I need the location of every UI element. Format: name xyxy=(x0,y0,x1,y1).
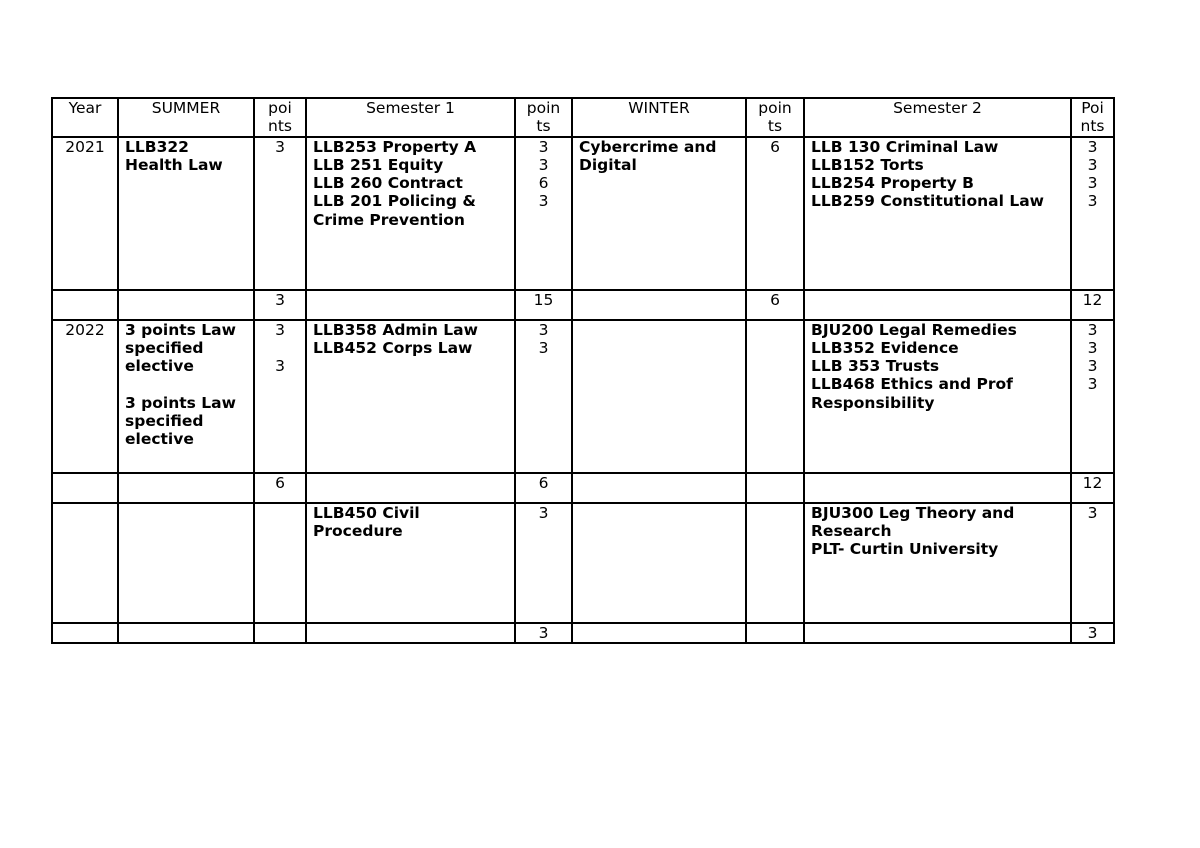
year-cell: 2022 xyxy=(52,320,118,473)
empty-cell xyxy=(254,623,306,643)
summer-total: 3 xyxy=(254,290,306,320)
table-row-2021 xyxy=(52,137,1114,290)
winter-units xyxy=(572,320,746,473)
empty-cell xyxy=(306,473,515,503)
empty-cell xyxy=(804,623,1071,643)
header-points-winter: poin ts xyxy=(746,98,804,137)
table-row-final-year xyxy=(52,503,1114,623)
sem1-units: LLB450 Civil Procedure xyxy=(306,503,515,623)
empty-cell xyxy=(118,290,254,320)
table-row-2022 xyxy=(52,320,1114,473)
header-points-summer: poi nts xyxy=(254,98,306,137)
year-cell: 2021 xyxy=(52,137,118,290)
sem2-units: BJU200 Legal Remedies LLB352 Evidence LLB 353 Trusts LLB468 Ethics and Prof Responsibility xyxy=(804,320,1071,473)
sem2-units: BJU300 Leg Theory and Research PLT- Curtin University xyxy=(804,503,1071,623)
summer-units xyxy=(118,503,254,623)
header-row xyxy=(52,98,1114,137)
empty-cell xyxy=(804,473,1071,503)
winter-points xyxy=(746,320,804,473)
summer-points xyxy=(254,503,306,623)
totals-row-2022 xyxy=(52,473,1114,503)
empty-cell xyxy=(572,623,746,643)
empty-cell xyxy=(118,473,254,503)
header-semester-1: Semester 1 xyxy=(306,98,515,137)
year-cell xyxy=(52,503,118,623)
summer-points: 3 xyxy=(254,137,306,290)
sem2-units: LLB 130 Criminal Law LLB152 Torts LLB254 Property B LLB259 Constitutional Law xyxy=(804,137,1071,290)
winter-units xyxy=(572,503,746,623)
header-points-sem2: Poi nts xyxy=(1071,98,1114,137)
header-summer: SUMMER xyxy=(118,98,254,137)
sem1-units: LLB253 Property A LLB 251 Equity LLB 260 Contract LLB 201 Policing & Crime Prevention xyxy=(306,137,515,290)
empty-cell xyxy=(52,473,118,503)
empty-cell xyxy=(572,473,746,503)
winter-points: 6 xyxy=(746,137,804,290)
summer-points: 3 3 xyxy=(254,320,306,473)
totals-row-final xyxy=(52,623,1114,643)
sem2-points: 3 xyxy=(1071,503,1114,623)
sem2-points: 3 3 3 3 xyxy=(1071,320,1114,473)
sem2-total: 12 xyxy=(1071,473,1114,503)
summer-total: 6 xyxy=(254,473,306,503)
header-semester-2: Semester 2 xyxy=(804,98,1071,137)
sem1-total: 15 xyxy=(515,290,572,320)
sem2-total: 3 xyxy=(1071,623,1114,643)
winter-total: 6 xyxy=(746,290,804,320)
empty-cell xyxy=(306,290,515,320)
header-points-sem1: poin ts xyxy=(515,98,572,137)
sem2-points: 3 3 3 3 xyxy=(1071,137,1114,290)
sem1-total: 3 xyxy=(515,623,572,643)
sem1-points: 3 3 xyxy=(515,320,572,473)
empty-cell xyxy=(118,623,254,643)
empty-cell xyxy=(746,473,804,503)
summer-units: 3 points Law specified elective 3 points Law specified elective xyxy=(118,320,254,473)
empty-cell xyxy=(572,290,746,320)
sem1-points: 3 xyxy=(515,503,572,623)
empty-cell xyxy=(804,290,1071,320)
sem1-units: LLB358 Admin Law LLB452 Corps Law xyxy=(306,320,515,473)
empty-cell xyxy=(52,623,118,643)
sem2-total: 12 xyxy=(1071,290,1114,320)
empty-cell xyxy=(306,623,515,643)
totals-row-2021 xyxy=(52,290,1114,320)
winter-units: Cybercrime and Digital xyxy=(572,137,746,290)
empty-cell xyxy=(52,290,118,320)
winter-points xyxy=(746,503,804,623)
header-winter: WINTER xyxy=(572,98,746,137)
header-year: Year xyxy=(52,98,118,137)
sem1-total: 6 xyxy=(515,473,572,503)
summer-units: LLB322 Health Law xyxy=(118,137,254,290)
sem1-points: 3 3 6 3 xyxy=(515,137,572,290)
empty-cell xyxy=(746,623,804,643)
study-plan-table xyxy=(51,97,1115,644)
